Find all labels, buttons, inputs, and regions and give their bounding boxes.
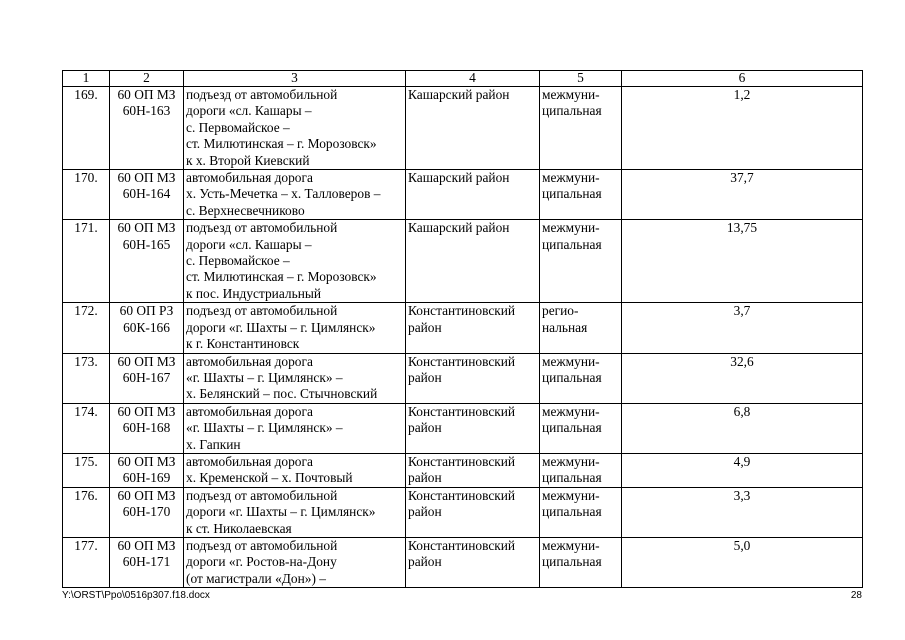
cell-line: подъезд от автомобильной — [186, 487, 338, 503]
cell-line: ст. Милютинская – г. Морозовск» — [186, 269, 377, 285]
cell-line: 60Н-170 — [122, 504, 171, 520]
district-cell — [406, 537, 540, 587]
cell-line: 60К-166 — [123, 319, 170, 335]
roads-table — [62, 70, 863, 588]
cell-line: 60Н-168 — [122, 420, 171, 436]
district-cell — [406, 220, 540, 303]
cell-line: Константиновский — [408, 487, 516, 503]
cell-line: межмуни- — [542, 220, 600, 236]
cell-line: автомобильная дорога — [186, 353, 313, 369]
cell-line: ст. Милютинская – г. Морозовск» — [186, 136, 377, 152]
cell-line: межмуни- — [542, 170, 600, 186]
footer-file-path: Y:\ORST\Ppo\0516p307.f18.docx — [62, 590, 210, 601]
cell-line: с. Первомайское – — [186, 119, 290, 135]
table-row — [63, 220, 863, 303]
road-name-cell — [184, 87, 406, 170]
row-number-cell: 173. — [63, 353, 110, 403]
cell-line: межмуни- — [542, 353, 600, 369]
road-type-cell — [540, 353, 622, 403]
road-type-cell — [540, 220, 622, 303]
row-number-cell: 170. — [63, 170, 110, 220]
cell-line: 60Н-165 — [122, 236, 171, 252]
cell-line: с. Первомайское – — [186, 253, 290, 269]
road-code-cell — [110, 403, 184, 453]
district-cell — [406, 303, 540, 353]
cell-line: ципальная — [542, 103, 602, 119]
cell-line: 60 ОП МЗ — [117, 87, 176, 102]
column-header: 1 — [63, 71, 110, 87]
row-number-cell: 171. — [63, 220, 110, 303]
footer-page-number: 28 — [850, 590, 862, 601]
cell-line: х. Гапкин — [186, 436, 241, 452]
length-cell: 3,7 — [622, 303, 863, 353]
road-name-cell — [184, 537, 406, 587]
road-type-cell — [540, 87, 622, 170]
cell-line: район — [408, 470, 442, 486]
row-number-cell: 177. — [63, 537, 110, 587]
table-row — [63, 87, 863, 170]
cell-line: район — [408, 420, 442, 436]
road-code-cell — [110, 487, 184, 537]
cell-line: ципальная — [542, 504, 602, 520]
cell-line: подъезд от автомобильной — [186, 303, 338, 319]
cell-line: 60 ОП РЗ — [119, 303, 174, 319]
cell-line: межмуни- — [542, 487, 600, 503]
length-cell: 4,9 — [622, 453, 863, 487]
cell-line: Кашарский район — [408, 87, 510, 102]
cell-line: Константиновский — [408, 303, 516, 319]
cell-line: Константиновский — [408, 353, 516, 369]
cell-line: 60Н-171 — [122, 554, 171, 570]
cell-line: подъезд от автомобильной — [186, 537, 338, 553]
cell-line: ципальная — [542, 470, 602, 486]
cell-line: 60 ОП МЗ — [117, 220, 176, 236]
road-type-cell — [540, 303, 622, 353]
cell-line: к пос. Индустриальный — [186, 285, 322, 301]
cell-line: ципальная — [542, 186, 602, 202]
cell-line: к г. Константиновск — [186, 336, 300, 352]
road-type-cell — [540, 537, 622, 587]
cell-line: дороги «г. Шахты – г. Цимлянск» — [186, 504, 376, 520]
cell-line: 60 ОП МЗ — [117, 170, 176, 186]
cell-line: ципальная — [542, 236, 602, 252]
table-row — [63, 537, 863, 587]
table-row — [63, 353, 863, 403]
cell-line: х. Белянский – пос. Стычновский — [186, 386, 378, 402]
cell-line: нальная — [542, 319, 588, 335]
district-cell — [406, 87, 540, 170]
cell-line: Константиновский — [408, 537, 516, 553]
district-cell — [406, 353, 540, 403]
cell-line: к х. Второй Киевский — [186, 152, 310, 168]
cell-line: подъезд от автомобильной — [186, 87, 338, 102]
table-header-row — [63, 71, 863, 87]
road-type-cell — [540, 170, 622, 220]
cell-line: к ст. Николаевская — [186, 520, 292, 536]
road-code-cell — [110, 453, 184, 487]
cell-line: дороги «сл. Кашары – — [186, 236, 312, 252]
length-cell: 1,2 — [622, 87, 863, 170]
district-cell — [406, 403, 540, 453]
column-header: 4 — [406, 71, 540, 87]
row-number-cell: 169. — [63, 87, 110, 170]
table-row — [63, 170, 863, 220]
cell-line: дороги «сл. Кашары – — [186, 103, 312, 119]
cell-line: межмуни- — [542, 403, 600, 419]
column-header: 6 — [622, 71, 863, 87]
cell-line: (от магистрали «Дон») – — [186, 570, 326, 586]
cell-line: ципальная — [542, 420, 602, 436]
road-code-cell — [110, 87, 184, 170]
district-cell — [406, 453, 540, 487]
cell-line: дороги «г. Ростов-на-Дону — [186, 554, 337, 570]
cell-line: 60Н-167 — [122, 369, 171, 385]
length-cell: 13,75 — [622, 220, 863, 303]
cell-line: х. Кременской – х. Почтовый — [186, 470, 353, 486]
row-number-cell: 176. — [63, 487, 110, 537]
cell-line: «г. Шахты – г. Цимлянск» – — [186, 369, 343, 385]
cell-line: дороги «г. Шахты – г. Цимлянск» — [186, 319, 376, 335]
cell-line: 60 ОП МЗ — [117, 403, 176, 419]
row-number-cell: 174. — [63, 403, 110, 453]
cell-line: с. Верхнесвечниково — [186, 202, 305, 218]
cell-line: 60Н-169 — [122, 470, 171, 486]
cell-line: Кашарский район — [408, 170, 510, 186]
road-name-cell — [184, 403, 406, 453]
cell-line: подъезд от автомобильной — [186, 220, 338, 236]
cell-line: автомобильная дорога — [186, 170, 313, 186]
length-cell: 3,3 — [622, 487, 863, 537]
road-name-cell — [184, 220, 406, 303]
length-cell: 32,6 — [622, 353, 863, 403]
road-code-cell — [110, 220, 184, 303]
row-number-cell: 172. — [63, 303, 110, 353]
cell-line: межмуни- — [542, 453, 600, 469]
road-name-cell — [184, 303, 406, 353]
length-cell: 6,8 — [622, 403, 863, 453]
column-header: 2 — [110, 71, 184, 87]
cell-line: 60 ОП МЗ — [117, 537, 176, 553]
road-type-cell — [540, 453, 622, 487]
road-name-cell — [184, 487, 406, 537]
cell-line: район — [408, 554, 442, 570]
cell-line: межмуни- — [542, 87, 600, 102]
cell-line: Константиновский — [408, 453, 516, 469]
row-number-cell: 175. — [63, 453, 110, 487]
cell-line: район — [408, 504, 442, 520]
cell-line: регио- — [542, 303, 579, 319]
road-code-cell — [110, 353, 184, 403]
district-cell — [406, 487, 540, 537]
road-code-cell — [110, 537, 184, 587]
road-type-cell — [540, 403, 622, 453]
length-cell: 5,0 — [622, 537, 863, 587]
length-cell: 37,7 — [622, 170, 863, 220]
cell-line: ципальная — [542, 369, 602, 385]
cell-line: Константиновский — [408, 403, 516, 419]
cell-line: 60Н-164 — [122, 186, 171, 202]
cell-line: Кашарский район — [408, 220, 510, 236]
district-cell — [406, 170, 540, 220]
cell-line: автомобильная дорога — [186, 403, 313, 419]
cell-line: ципальная — [542, 554, 602, 570]
road-name-cell — [184, 353, 406, 403]
table-row — [63, 403, 863, 453]
cell-line: 60 ОП МЗ — [117, 487, 176, 503]
table-row — [63, 487, 863, 537]
cell-line: район — [408, 369, 442, 385]
cell-line: 60 ОП МЗ — [117, 353, 176, 369]
cell-line: 60 ОП МЗ — [117, 453, 176, 469]
road-code-cell — [110, 303, 184, 353]
cell-line: межмуни- — [542, 537, 600, 553]
table-body — [63, 87, 863, 588]
road-type-cell — [540, 487, 622, 537]
cell-line: 60Н-163 — [122, 103, 171, 119]
column-header: 3 — [184, 71, 406, 87]
road-name-cell — [184, 453, 406, 487]
cell-line: «г. Шахты – г. Цимлянск» – — [186, 420, 343, 436]
road-name-cell — [184, 170, 406, 220]
cell-line: х. Усть-Мечетка – х. Талловеров – — [186, 186, 381, 202]
table-row — [63, 303, 863, 353]
road-code-cell — [110, 170, 184, 220]
column-header: 5 — [540, 71, 622, 87]
cell-line: автомобильная дорога — [186, 453, 313, 469]
cell-line: район — [408, 319, 442, 335]
table-row — [63, 453, 863, 487]
